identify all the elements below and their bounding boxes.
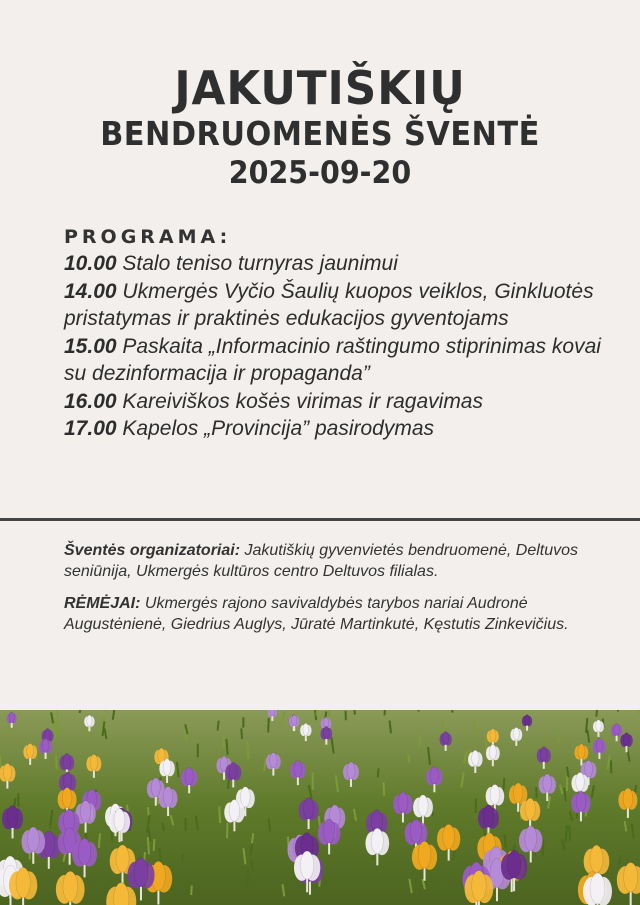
program-item-text: Ukmergės Vyčio Šaulių kuopos veiklos, Ginkluotės pristatymas ir praktinės edukacijos gyventojams xyxy=(64,279,594,330)
grass-blade xyxy=(247,870,248,887)
poster-title: JAKUTIŠKIŲ xyxy=(174,61,466,115)
grass-blade xyxy=(408,753,409,762)
grass-blade xyxy=(586,718,587,733)
grass-blade xyxy=(148,837,149,854)
organizers-text: Jakutiškių gyvenvietės bendruomenė, Deltuvos seniūnija, Ukmergės kultūros centro Deltuvos filialas. xyxy=(64,542,579,580)
program-item xyxy=(64,388,604,416)
grass-blade xyxy=(454,886,455,897)
grass-blade xyxy=(219,806,220,823)
grass-blade xyxy=(57,710,58,719)
section-divider xyxy=(0,518,640,521)
program-item-text: Stalo teniso turnyras jaunimui xyxy=(116,252,398,275)
grass-blade xyxy=(384,782,385,795)
program-item-text: Kapelos „Provincija” pasirodymas xyxy=(116,417,435,440)
poster-header xyxy=(0,62,640,192)
grass-blade xyxy=(354,710,355,715)
grass-blade xyxy=(486,736,487,751)
poster-subtitle: BENDRUOMENĖS ŠVENTĖ xyxy=(100,114,540,153)
grass-blade xyxy=(474,720,475,736)
organizers-label: Šventės organizatoriai: xyxy=(64,542,241,559)
grass-blade xyxy=(384,710,385,715)
program-item xyxy=(64,333,604,388)
grass-blade xyxy=(566,825,567,842)
grass-blade xyxy=(8,722,9,735)
program-item-text: Kareiviškos košės virimas ir ragavimas xyxy=(116,389,483,413)
grass-blade xyxy=(223,735,224,748)
grass-blade xyxy=(504,834,505,848)
program-item xyxy=(64,278,604,333)
grass-blade xyxy=(442,720,443,733)
program-section xyxy=(64,226,604,443)
grass-blade xyxy=(182,854,183,863)
program-item-text: Paskaita „Informacinio raštingumo stiprinimas kovai su dezinformacija ir propaganda” xyxy=(64,334,601,385)
program-item-time: 10.00 xyxy=(64,252,117,275)
grass-blade xyxy=(569,826,570,841)
grass-blade xyxy=(378,768,379,777)
event-date: 2025-09-20 xyxy=(228,155,412,191)
grass-blade xyxy=(247,741,248,758)
program-item-time: 15.00 xyxy=(64,334,117,358)
crocus-field-illustration xyxy=(0,710,640,905)
program-item xyxy=(64,250,604,278)
grass-blade xyxy=(99,833,100,848)
program-item-time: 16.00 xyxy=(64,389,117,413)
grass-blade xyxy=(241,728,242,739)
organizers-block xyxy=(64,540,584,582)
program-item-time: 17.00 xyxy=(64,417,117,440)
grass-blade xyxy=(329,710,330,717)
grass-blade xyxy=(252,833,253,844)
info-section xyxy=(64,540,584,646)
sponsors-block xyxy=(64,593,584,635)
program-item-time: 14.00 xyxy=(64,279,117,303)
grass-blade xyxy=(154,839,155,851)
sponsors-label: RĖMĖJAI: xyxy=(64,595,141,612)
program-item xyxy=(64,415,604,443)
sponsors-text: Ukmergės rajono savivaldybės tarybos nariai Audronė Augustėnienė, Giedrius Auglys, Jūratė Martinkutė, Kęstutis Zinkevičius. xyxy=(64,595,569,633)
program-heading: PROGRAMA: xyxy=(64,226,232,248)
grass-blade xyxy=(191,886,192,895)
grass-blade xyxy=(226,739,227,755)
crocus-field-photo xyxy=(0,710,640,905)
grass-blade xyxy=(55,720,56,737)
grass-blade xyxy=(218,721,219,731)
